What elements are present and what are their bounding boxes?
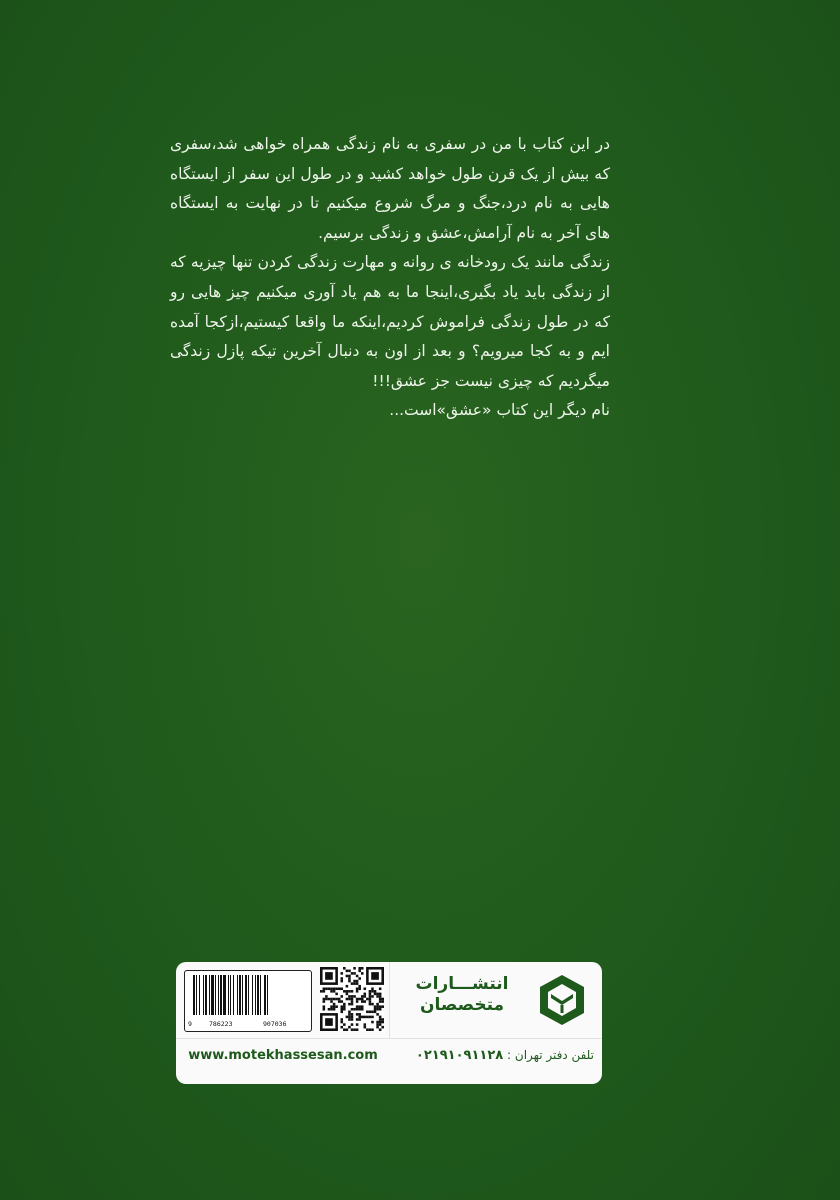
publisher-name-line-1: انتشـــارات: [415, 974, 509, 994]
blurb-paragraph-1: در این کتاب با من در سفری به نام زندگی همراه خواهی شد،سفری که بیش از یک قرن طول خواهد کشید و در طول این سفر از ایستگاه هایی به نام درد،جنگ و مرگ شروع میکنیم تا در نهایت به ایستگاه های آخر به نام آرامش،عشق و زندگی برسیم.: [170, 135, 610, 242]
website-link[interactable]: www.motekhassesan.com: [188, 1048, 378, 1063]
barcode-lead-digit: 9: [188, 1020, 192, 1028]
phone-number: ۰۲۱۹۱۰۹۱۱۲۸: [415, 1048, 504, 1063]
barcode-icon: [191, 975, 307, 1019]
panel-horizontal-divider: [176, 1038, 602, 1039]
back-cover-blurb: [170, 130, 610, 426]
phone-label: تلفن دفتر تهران :: [507, 1048, 594, 1062]
isbn-barcode: [184, 970, 312, 1032]
publisher-name-line-2: متخصصان: [419, 995, 505, 1015]
blurb-paragraph-2: زندگی مانند یک رودخانه ی روانه و مهارت زندگی کردن تنها چیزیه که از زندگی باید یاد بگیری،اینجا ما به هم یاد آوری میکنیم چیز هایی رو که در طول زندگی فراموش کردیم،اینکه ما واقعا کیستیم،ازکجا آمده ایم و به کجا میرویم؟ و بعد از اون به دنبال آخرین تیکه پازل زندگی میگردیم که چیزی نیست جز عشق!!!: [170, 253, 610, 390]
qr-code-icon: [320, 967, 384, 1031]
panel-vertical-divider: [389, 962, 390, 1038]
publisher-name: [402, 974, 522, 1016]
barcode-digits-group-2: 907036: [263, 1020, 287, 1028]
barcode-digits-group-1: 786223: [209, 1020, 233, 1028]
publisher-info-panel: [176, 962, 602, 1084]
phone-info: [398, 1048, 594, 1063]
blurb-paragraph-3: نام دیگر این کتاب «عشق»است...: [389, 401, 610, 420]
publisher-logo-icon: [536, 972, 588, 1028]
